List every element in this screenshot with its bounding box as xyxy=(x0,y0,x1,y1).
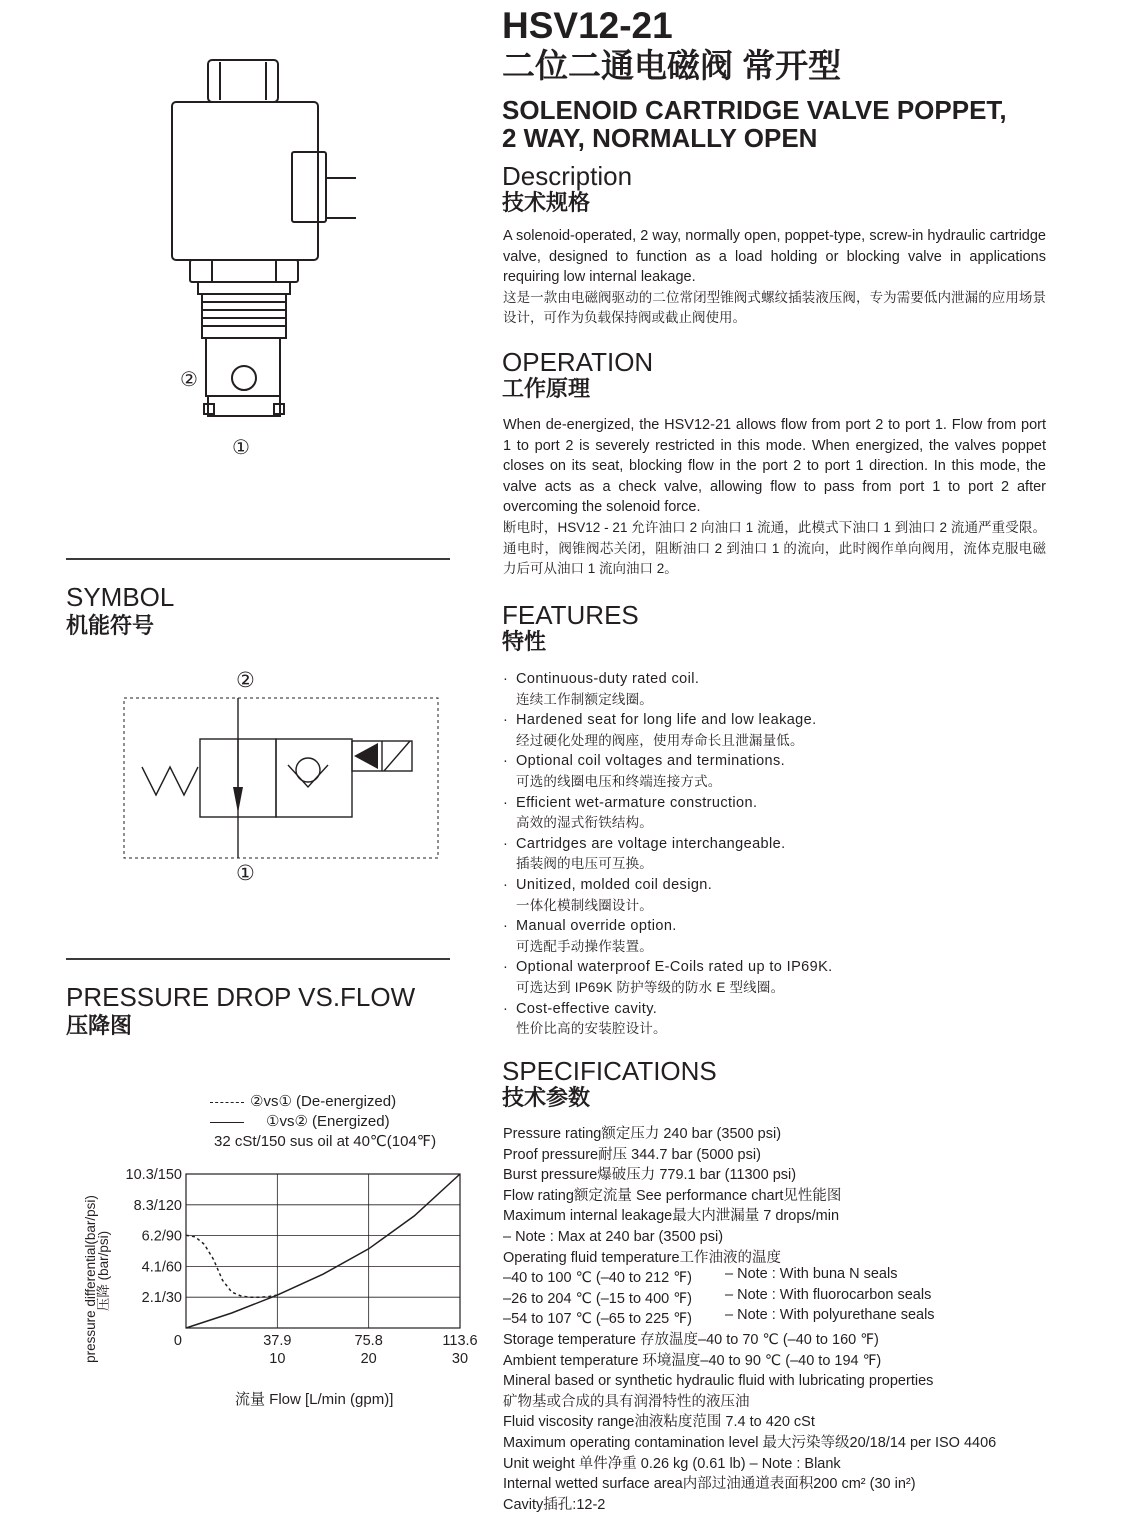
spec-temp-range: –40 to 100 ℃ (–40 to 212 ℉) xyxy=(503,1270,692,1287)
feature-bullet: · xyxy=(503,794,509,811)
feature-cn: 连续工作制额定线圈。 xyxy=(516,691,653,707)
feature-en: Manual override option. xyxy=(516,918,677,935)
operation-text-cn: 断电时，HSV12 - 21 允许油口 2 向油口 1 流通，此模式下油口 1 到油口 2 流通严重受限。通电时，阀锥阀芯关闭，阻断油口 2 到油口 1 的流向，此时阀作单向阀用，流体克服电磁力后可从油口 1 流向油口 2。 xyxy=(503,519,1046,577)
legend-label-energized: ①vs② (Energized) xyxy=(266,1113,390,1130)
description-text-cn: 这是一款由电磁阀驱动的二位常闭型锥阀式螺纹插装液压阀，专为需要低内泄漏的应用场景设计，可作为负载保持阀或截止阀使用。 xyxy=(503,289,1046,326)
chart-x-axis-label: 流量 Flow [L/min (gpm)] xyxy=(235,1391,394,1408)
feature-item xyxy=(503,751,1063,792)
chart-y-tick-label: 2.1/30 xyxy=(141,1290,182,1307)
spec-line: Flow rating额定流量 See performance chart见性能图 xyxy=(503,1187,842,1204)
chart-y-axis-label-en: pressure differential(bar/psi) xyxy=(83,1195,98,1363)
operation-text xyxy=(503,415,1046,580)
legend-item-deenergized xyxy=(210,1092,436,1112)
chart-x-tick-label: 37.9 xyxy=(263,1333,292,1349)
symbol-port-1: ① xyxy=(236,862,255,885)
feature-en: Unitized, molded coil design. xyxy=(516,876,713,893)
spec-line: Maximum operating contamination level 最大污染等级20/18/14 per ISO 4406 xyxy=(503,1434,997,1451)
feature-item xyxy=(503,669,1063,710)
description-heading: Description xyxy=(502,161,633,191)
feature-item xyxy=(503,999,1063,1040)
spec-line: 矿物基或合成的具有润滑特性的液压油 xyxy=(503,1393,750,1410)
chart-x-tick-label: 75.8 xyxy=(354,1333,383,1349)
feature-item xyxy=(503,875,1063,916)
feature-cn: 可选配手动操作装置。 xyxy=(516,938,653,954)
feature-bullet: · xyxy=(503,959,509,976)
operation-heading: OPERATION xyxy=(502,347,654,377)
feature-bullet: · xyxy=(503,1000,509,1017)
description-text xyxy=(503,226,1046,329)
legend-swatch-dashed xyxy=(210,1102,244,1103)
feature-bullet: · xyxy=(503,671,509,687)
chart-svg xyxy=(80,1150,480,1390)
description-heading-cn: 技术规格 xyxy=(502,190,591,215)
legend-label-deenergized: ②vs① (De-energized) xyxy=(250,1093,397,1110)
legend-swatch-solid xyxy=(210,1122,244,1123)
spec-line: Fluid viscosity range油液粘度范围 7.4 to 420 cSt xyxy=(503,1414,815,1431)
chart-x-tick-label-gpm: 10 xyxy=(269,1351,286,1367)
spec-temp-range: –26 to 204 ℃ (–15 to 400 ℉) xyxy=(503,1290,692,1307)
legend-item-energized xyxy=(210,1112,436,1132)
spec-temp-note: – Note : With polyurethane seals xyxy=(725,1307,935,1324)
feature-bullet: · xyxy=(503,876,509,893)
pressure-drop-chart xyxy=(80,1150,480,1390)
spec-line: Cavity插孔:12-2 xyxy=(503,1496,606,1513)
divider-bottom xyxy=(66,958,450,960)
feature-bullet: · xyxy=(503,753,509,770)
feature-bullet: · xyxy=(503,918,509,935)
feature-bullet: · xyxy=(503,835,509,852)
chart-y-tick-label: 4.1/60 xyxy=(141,1259,182,1276)
spec-temp-note: – Note : With fluorocarbon seals xyxy=(725,1286,932,1303)
features-heading: FEATURES xyxy=(502,600,639,630)
chart-x-tick-label-gpm: 20 xyxy=(360,1351,377,1367)
operation-heading-cn: 工作原理 xyxy=(502,376,591,401)
specifications-heading-cn: 技术参数 xyxy=(502,1085,591,1110)
feature-en: Hardened seat for long life and low leakage. xyxy=(516,712,817,729)
feature-cn: 经过硬化处理的阀座，使用寿命长且泄漏量低。 xyxy=(516,732,804,748)
chart-y-tick-label: 6.2/90 xyxy=(141,1228,182,1245)
symbol-port-2: ② xyxy=(236,669,255,692)
spec-line: Internal wetted surface area内部过油通道表面积200 cm² (30 in²) xyxy=(503,1476,916,1493)
symbol-diagram xyxy=(110,665,450,895)
feature-item xyxy=(503,710,1063,751)
spec-line: Ambient temperature 环境温度–40 to 90 ℃ (–40 to 194 ℉) xyxy=(503,1352,882,1369)
spec-line: – Note : Max at 240 bar (3500 psi) xyxy=(503,1228,724,1245)
spec-line: Operating fluid temperature工作油液的温度 xyxy=(503,1249,782,1266)
spec-line: Mineral based or synthetic hydraulic fluid with lubricating properties xyxy=(503,1373,934,1390)
feature-item xyxy=(503,916,1063,957)
specifications-list xyxy=(503,1124,996,1515)
chart-series-energized xyxy=(186,1174,460,1328)
spec-line: Unit weight 单件净重 0.26 kg (0.61 lb) – Note : Blank xyxy=(503,1455,841,1472)
valve-drawing xyxy=(160,50,370,460)
pressure-drop-heading: PRESSURE DROP VS.FLOW xyxy=(66,982,416,1012)
spec-line: Storage temperature 存放温度–40 to 70 ℃ (–40 to 160 ℉) xyxy=(503,1331,879,1348)
features-heading-cn: 特性 xyxy=(502,629,547,654)
features-list xyxy=(503,669,1063,1040)
spec-line: Burst pressure爆破压力 779.1 bar (11300 psi) xyxy=(503,1167,797,1184)
feature-cn: 性价比高的安装腔设计。 xyxy=(516,1021,667,1037)
feature-bullet: · xyxy=(503,712,509,729)
feature-en: Cartridges are voltage interchangeable. xyxy=(516,835,786,852)
valve-port-2-label: ② xyxy=(180,369,198,391)
spec-temp-row xyxy=(503,1309,996,1330)
divider-top xyxy=(66,558,450,560)
spec-temp-range: –54 to 107 ℃ (–65 to 225 ℉) xyxy=(503,1311,692,1328)
operation-text-en: When de-energized, the HSV12-21 allows flow from port 2 to port 1. Flow from port 1 to port 2 is severely restricted in this mode. When energized, the valves poppet closes on its seat, blocking flow in the port 2 to port 1 direction. In this mode, the valve acts as a check valve, allowing flow to pass from port 1 to port 2 after overcoming the solenoid force. xyxy=(503,417,1046,516)
feature-cn: 高效的湿式衔铁结构。 xyxy=(516,815,653,831)
feature-cn: 可选的线圈电压和终端连接方式。 xyxy=(516,773,722,789)
chart-y-axis-label-cn: 压降 (bar/psi) xyxy=(96,1230,111,1312)
title-en-line2: 2 WAY, NORMALLY OPEN xyxy=(502,123,818,153)
feature-cn: 插装阀的电压可互换。 xyxy=(516,856,653,872)
title-en-line1: SOLENOID CARTRIDGE VALVE POPPET, xyxy=(502,95,1007,125)
chart-x-tick-label: 0 xyxy=(173,1333,182,1349)
feature-en: Efficient wet-armature construction. xyxy=(516,794,758,811)
chart-x-tick-label-gpm: 30 xyxy=(451,1351,469,1367)
chart-y-tick-label: 8.3/120 xyxy=(133,1197,182,1214)
feature-en: Cost-effective cavity. xyxy=(516,1000,658,1017)
chart-oil-note: 32 cSt/150 sus oil at 40℃(104℉) xyxy=(214,1133,437,1150)
feature-en: Optional coil voltages and terminations. xyxy=(516,753,786,770)
spec-line: Maximum internal leakage最大内泄漏量 7 drops/min xyxy=(503,1208,840,1225)
feature-item xyxy=(503,834,1063,875)
feature-item xyxy=(503,793,1063,834)
valve-port-1-label: ① xyxy=(232,437,250,459)
chart-legend xyxy=(210,1092,436,1152)
title-cn: 二位二通电磁阀 常开型 xyxy=(502,47,842,84)
valve-outline xyxy=(160,50,370,460)
model-title: HSV12-21 xyxy=(502,5,673,46)
feature-cn: 可选达到 IP69K 防护等级的防水 E 型线圈。 xyxy=(516,979,785,995)
description-text-en: A solenoid-operated, 2 way, normally open, poppet-type, screw-in hydraulic cartridge valve, designed to function as a load holding or blocking valve in applications requiring low internal leakage. xyxy=(503,228,1046,286)
symbol-heading: SYMBOL xyxy=(66,582,175,612)
symbol-heading-cn: 机能符号 xyxy=(66,613,155,638)
spec-line: Proof pressure耐压 344.7 bar (5000 psi) xyxy=(503,1146,761,1163)
hydraulic-symbol xyxy=(110,665,450,895)
chart-x-tick-label: 113.6 xyxy=(442,1333,478,1349)
feature-cn: 一体化模制线圈设计。 xyxy=(516,897,653,913)
feature-en: Optional waterproof E-Coils rated up to IP69K. xyxy=(516,959,833,976)
feature-en: Continuous-duty rated coil. xyxy=(516,671,700,687)
specifications-heading: SPECIFICATIONS xyxy=(502,1056,717,1086)
chart-plot-frame xyxy=(186,1174,460,1328)
chart-y-tick-label: 10.3/150 xyxy=(125,1167,182,1183)
pressure-drop-heading-cn: 压降图 xyxy=(66,1013,133,1038)
spec-temp-note: – Note : With buna N seals xyxy=(725,1266,898,1283)
spec-line: Pressure rating额定压力 240 bar (3500 psi) xyxy=(503,1126,782,1142)
feature-item xyxy=(503,957,1063,998)
